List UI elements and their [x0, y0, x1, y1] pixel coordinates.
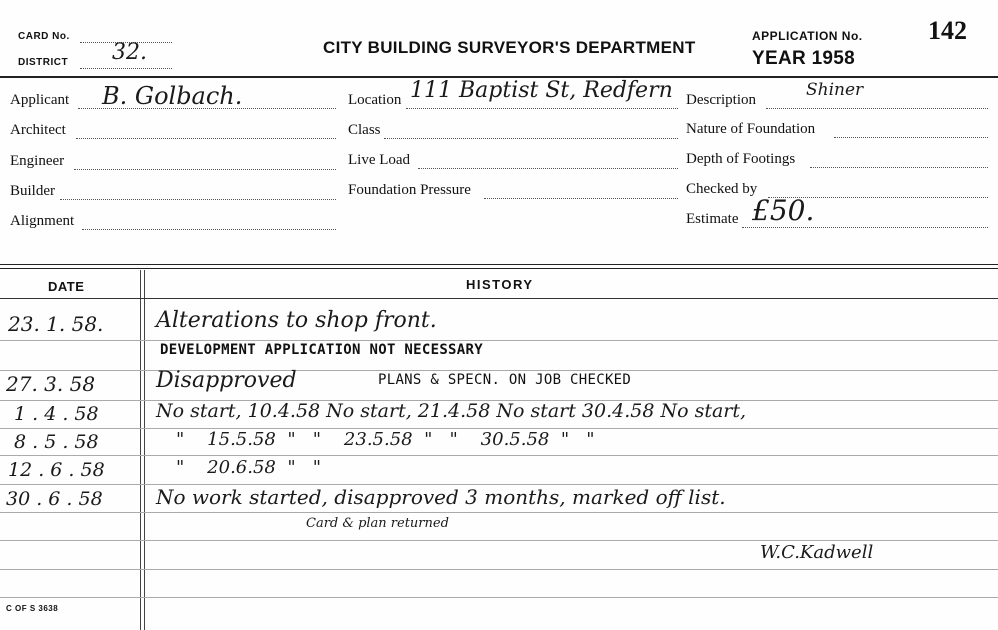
depth-of-footings-line — [810, 167, 988, 168]
history-date: 1 . 4 . 58 — [14, 403, 99, 425]
history-column-header: HISTORY — [466, 277, 534, 292]
class-line — [384, 138, 678, 139]
history-date: 23. 1. 58. — [8, 312, 104, 336]
row-line — [0, 340, 998, 341]
class-label: Class — [348, 122, 381, 138]
header-row-rule — [0, 298, 998, 299]
estimate-value: £50. — [752, 194, 815, 227]
card-no-label: CARD No. — [18, 31, 70, 42]
history-entry: No start, 10.4.58 No start, 21.4.58 No start 30.4.58 No start, — [156, 400, 747, 422]
history-note: Card & plan returned — [306, 516, 449, 531]
foundation-pressure-line — [484, 198, 678, 199]
history-date: 8 . 5 . 58 — [14, 431, 99, 453]
checked-by-label: Checked by — [686, 181, 758, 197]
description-value: Shiner — [806, 80, 864, 100]
depth-of-footings-label: Depth of Footings — [686, 151, 796, 167]
date-column-divider-inner — [144, 270, 145, 630]
history-typed-note: PLANS & SPECN. ON JOB CHECKED — [378, 372, 632, 388]
district-value: 32. — [112, 40, 147, 65]
nature-of-foundation-label: Nature of Foundation — [686, 121, 816, 137]
history-entry: No work started, disapproved 3 months, marked off list. — [156, 485, 726, 509]
history-entry: Disapproved — [156, 368, 297, 393]
description-line — [766, 108, 988, 109]
row-line — [0, 512, 998, 513]
form-code: C OF S 3638 — [6, 604, 59, 613]
history-entry: Alterations to shop front. — [156, 308, 437, 333]
estimate-line — [742, 227, 988, 228]
description-label: Description — [686, 92, 756, 108]
location-value: 111 Baptist St, Redfern — [410, 78, 673, 103]
builder-label: Builder — [10, 183, 55, 199]
application-no-label: APPLICATION No. — [752, 29, 863, 43]
applicant-label: Applicant — [10, 92, 70, 108]
application-number: 142 — [928, 16, 967, 45]
history-entry: " 20.6.58 " " — [176, 457, 322, 478]
history-date: 27. 3. 58 — [6, 372, 96, 396]
engineer-label: Engineer — [10, 153, 65, 169]
live-load-line — [418, 168, 678, 169]
table-top-rule — [0, 264, 998, 269]
location-line — [406, 108, 678, 109]
department-title: CITY BUILDING SURVEYOR'S DEPARTMENT — [323, 38, 696, 57]
live-load-label: Live Load — [348, 152, 411, 168]
history-date: 30 . 6 . 58 — [6, 488, 103, 510]
architect-label: Architect — [10, 122, 66, 138]
architect-line — [76, 138, 336, 139]
row-line — [0, 540, 998, 541]
history-entry: " 15.5.58 " " 23.5.58 " " 30.5.58 " " — [176, 429, 595, 450]
row-line — [0, 569, 998, 570]
history-date: 12 . 6 . 58 — [8, 459, 105, 481]
district-label: DISTRICT — [18, 57, 69, 68]
date-column-divider — [140, 270, 141, 630]
date-column-header: DATE — [48, 279, 85, 294]
engineer-line — [74, 169, 336, 170]
row-line — [0, 597, 998, 598]
alignment-label: Alignment — [10, 213, 75, 229]
year-label: YEAR 1958 — [752, 48, 856, 69]
builder-line — [60, 199, 336, 200]
alignment-line — [82, 229, 336, 230]
estimate-label: Estimate — [686, 211, 739, 227]
location-label: Location — [348, 92, 402, 108]
row-line — [0, 455, 998, 456]
district-line — [80, 68, 172, 69]
nature-of-foundation-line — [834, 137, 988, 138]
applicant-value: B. Golbach. — [102, 82, 243, 110]
foundation-pressure-label: Foundation Pressure — [348, 182, 471, 198]
signature: W.C.Kadwell — [760, 542, 874, 563]
development-stamp: DEVELOPMENT APPLICATION NOT NECESSARY — [160, 342, 483, 358]
row-line — [0, 370, 998, 371]
